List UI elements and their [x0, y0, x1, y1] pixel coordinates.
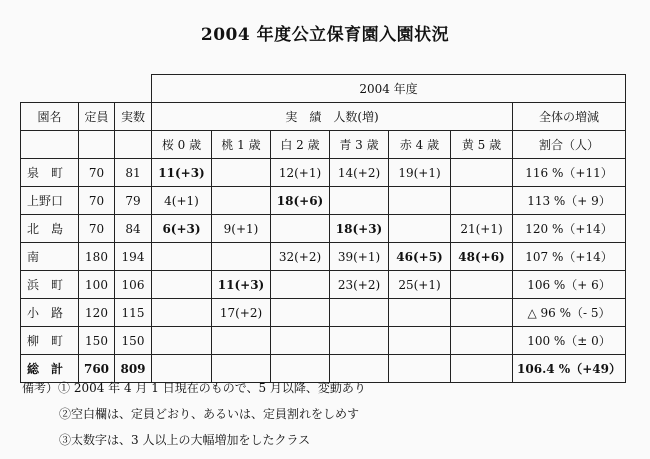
row-name: 泉 町	[21, 159, 79, 187]
age-cell	[330, 327, 389, 355]
age-5-header: 黄 5 歳	[451, 131, 513, 159]
total-actual: 809	[115, 355, 152, 383]
empty-subheader-cell	[21, 131, 79, 159]
note-3: ③太数字は、3 人以上の大幅増加をしたクラス	[59, 433, 311, 447]
row-ratio: 113 %（+ 9）	[513, 187, 626, 215]
age-cell	[451, 327, 513, 355]
age-cell	[451, 355, 513, 383]
age-4-header: 赤 4 歳	[389, 131, 451, 159]
age-cell	[152, 327, 212, 355]
age-cell: 48(+6)	[451, 243, 513, 271]
row-ratio: 107 %（+14）	[513, 243, 626, 271]
age-cell: 14(+2)	[330, 159, 389, 187]
age-3-header: 青 3 歳	[330, 131, 389, 159]
age-cell: 18(+6)	[271, 187, 330, 215]
actual-header: 実数	[115, 103, 152, 131]
row-capacity: 150	[79, 327, 115, 355]
row-name: 柳 町	[21, 327, 79, 355]
total-ratio: 106.4 %（+49）	[513, 355, 626, 383]
age-0-header: 桜 0 歳	[152, 131, 212, 159]
age-cell: 46(+5)	[389, 243, 451, 271]
age-cell: 9(+1)	[212, 215, 271, 243]
total-name: 総 計	[21, 355, 79, 383]
age-cell	[212, 187, 271, 215]
table-row	[21, 299, 626, 327]
age-cell	[389, 187, 451, 215]
age-cell	[271, 215, 330, 243]
row-ratio: △ 96 %（- 5）	[513, 299, 626, 327]
age-cell	[451, 271, 513, 299]
row-actual: 150	[115, 327, 152, 355]
row-actual: 81	[115, 159, 152, 187]
age-cell	[451, 299, 513, 327]
age-cell: 4(+1)	[152, 187, 212, 215]
age-cell	[389, 355, 451, 383]
age-cell	[451, 159, 513, 187]
row-name: 小 路	[21, 299, 79, 327]
row-name: 南	[21, 243, 79, 271]
age-cell	[389, 327, 451, 355]
age-cell: 39(+1)	[330, 243, 389, 271]
age-2-header: 白 2 歳	[271, 131, 330, 159]
row-ratio: 100 %（± 0）	[513, 327, 626, 355]
row-ratio: 116 %（+11）	[513, 159, 626, 187]
row-capacity: 70	[79, 215, 115, 243]
age-cell	[271, 327, 330, 355]
note-1: 備考）① 2004 年 4 月 1 日現在のもので、5 月以降、変動あり	[22, 381, 366, 395]
name-header: 園名	[21, 103, 79, 131]
row-actual: 79	[115, 187, 152, 215]
age-cell	[271, 299, 330, 327]
note-2: ②空白欄は、定員どおり、あるいは、定員割れをしめす	[59, 407, 360, 421]
row-capacity: 180	[79, 243, 115, 271]
table-row	[21, 215, 626, 243]
row-capacity: 120	[79, 299, 115, 327]
empty-subheader-cell	[79, 131, 115, 159]
age-cell	[212, 243, 271, 271]
row-ratio: 106 %（+ 6）	[513, 271, 626, 299]
year-header: 2004 年度	[152, 75, 626, 103]
row-name: 上野口	[21, 187, 79, 215]
table-row	[21, 243, 626, 271]
age-cell: 17(+2)	[212, 299, 271, 327]
age-cell	[271, 271, 330, 299]
age-cell: 12(+1)	[271, 159, 330, 187]
row-capacity: 70	[79, 187, 115, 215]
age-cell: 25(+1)	[389, 271, 451, 299]
age-cell	[389, 215, 451, 243]
age-cell: 32(+2)	[271, 243, 330, 271]
row-capacity: 70	[79, 159, 115, 187]
page-title: 2004 年度公立保育園入園状況	[200, 25, 450, 45]
age-cell: 11(+3)	[212, 271, 271, 299]
row-actual: 115	[115, 299, 152, 327]
row-name: 北 島	[21, 215, 79, 243]
row-actual: 84	[115, 215, 152, 243]
age-cell: 19(+1)	[389, 159, 451, 187]
age-cell: 18(+3)	[330, 215, 389, 243]
age-cell	[212, 159, 271, 187]
table-row	[21, 327, 626, 355]
row-capacity: 100	[79, 271, 115, 299]
row-actual: 106	[115, 271, 152, 299]
row-name: 浜 町	[21, 271, 79, 299]
table-row	[21, 159, 626, 187]
overall-header: 全体の増減	[513, 103, 626, 131]
age-cell	[152, 243, 212, 271]
age-cell	[389, 299, 451, 327]
age-cell	[451, 187, 513, 215]
age-cell: 23(+2)	[330, 271, 389, 299]
age-1-header: 桃 1 歳	[212, 131, 271, 159]
age-cell	[330, 187, 389, 215]
blank-header-cell	[21, 75, 152, 103]
row-actual: 194	[115, 243, 152, 271]
age-cell	[330, 299, 389, 327]
empty-subheader-cell	[115, 131, 152, 159]
age-cell	[212, 327, 271, 355]
capacity-header: 定員	[79, 103, 115, 131]
table-row	[21, 271, 626, 299]
age-cell: 6(+3)	[152, 215, 212, 243]
age-cell: 21(+1)	[451, 215, 513, 243]
ratio-header: 割合（人）	[513, 131, 626, 159]
row-ratio: 120 %（+14）	[513, 215, 626, 243]
table-row	[21, 187, 626, 215]
age-cell	[152, 299, 212, 327]
results-header: 実 績 人数(増)	[152, 103, 513, 131]
notes	[22, 375, 366, 453]
enrollment-table	[20, 74, 626, 383]
total-capacity: 760	[79, 355, 115, 383]
age-cell: 11(+3)	[152, 159, 212, 187]
age-cell	[152, 271, 212, 299]
